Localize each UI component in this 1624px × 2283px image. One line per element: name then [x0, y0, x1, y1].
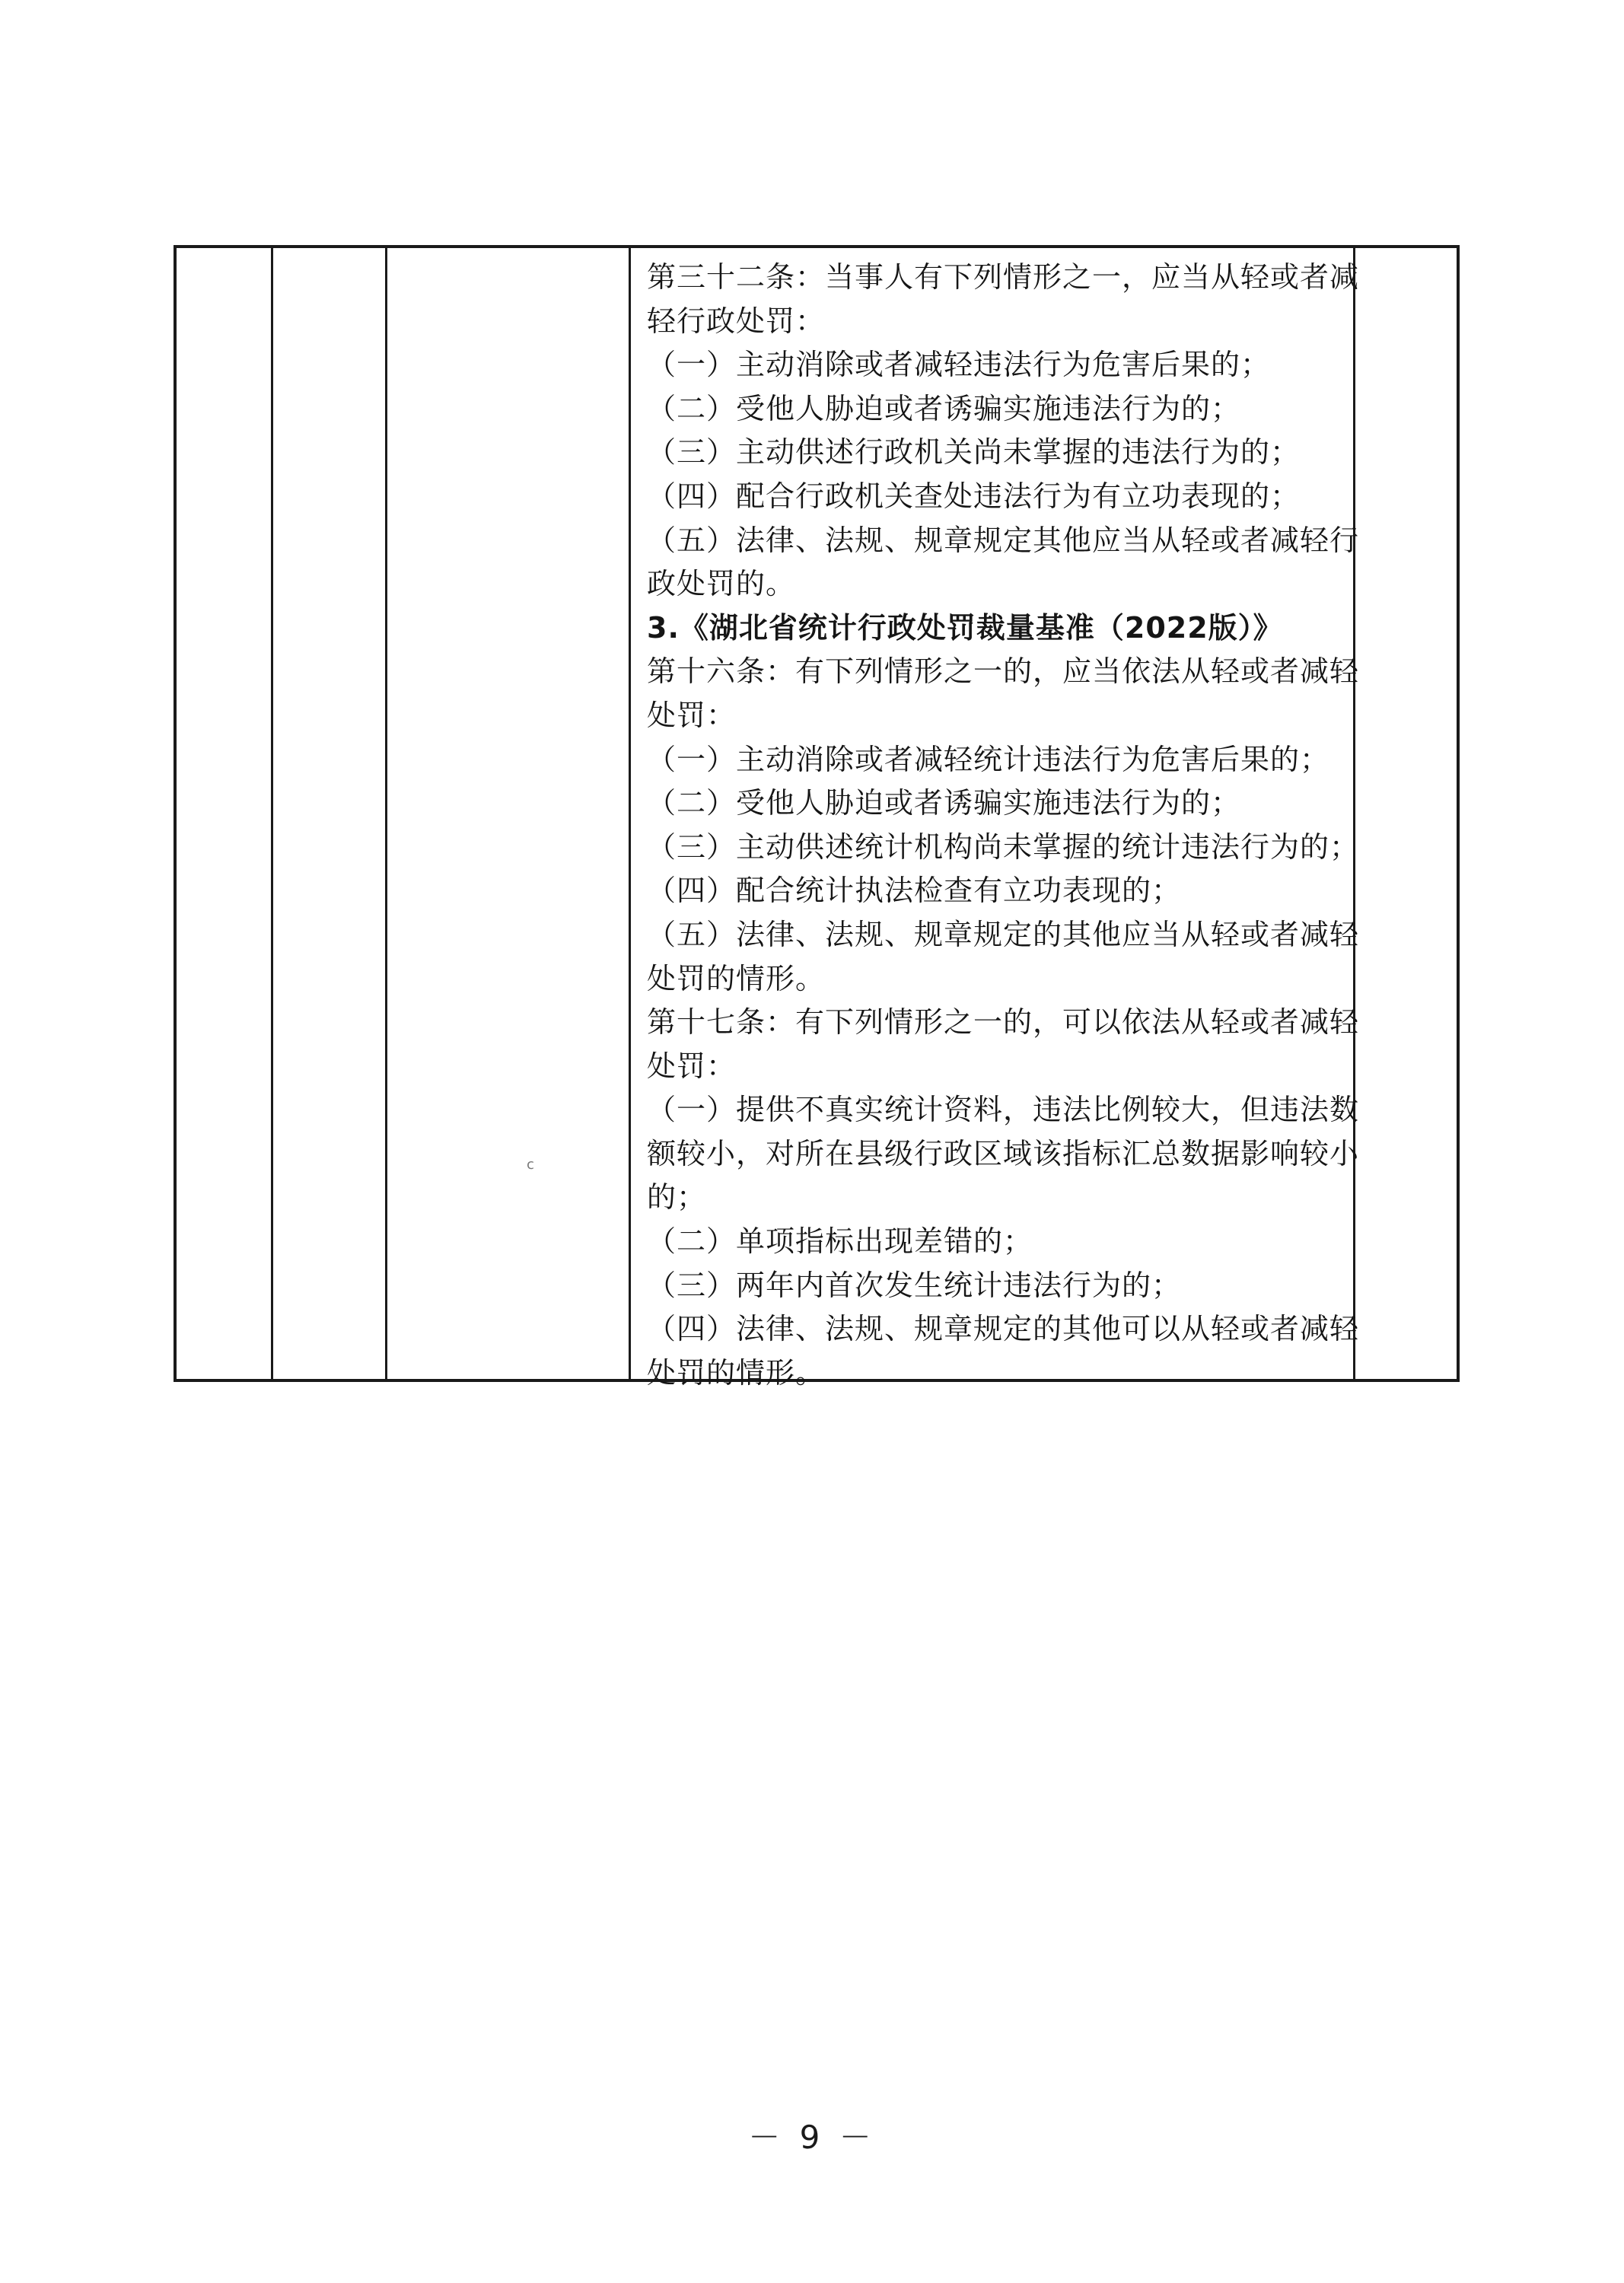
text-line: 第十七条：有下列情形之一的，可以依法从轻或者减轻 [647, 1005, 1360, 1040]
text-line: 处罚： [647, 1049, 737, 1083]
text-line: 处罚的情形。 [647, 961, 826, 995]
penalty-standards-table [174, 245, 1460, 1390]
text-line: （二）受他人胁迫或者诱骗实施违法行为的； [647, 786, 1241, 820]
text-line: 处罚： [647, 698, 737, 732]
text-line: （二）单项指标出现差错的； [647, 1224, 1033, 1259]
text-line: （一）主动消除或者减轻违法行为危害后果的； [647, 348, 1271, 382]
column-divider-3 [629, 248, 631, 1379]
text-line: （五）法律、法规、规章规定的其他应当从轻或者减轻 [647, 917, 1360, 951]
text-line: （二）受他人胁迫或者诱骗实施违法行为的； [647, 391, 1241, 425]
column-divider-2 [385, 248, 387, 1379]
text-line: （四）配合行政机关查处违法行为有立功表现的； [647, 479, 1301, 513]
text-line: （三）主动供述统计机构尚未掌握的统计违法行为的； [647, 829, 1360, 864]
text-line: 第十六条：有下列情形之一的，应当依法从轻或者减轻 [647, 654, 1360, 689]
text-line: （五）法律、法规、规章规定其他应当从轻或者减轻行 [647, 523, 1360, 557]
text-line: （四）法律、法规、规章规定的其他可以从轻或者减轻 [647, 1312, 1360, 1346]
text-line: （三）两年内首次发生统计违法行为的； [647, 1268, 1182, 1302]
text-line: 第三十二条：当事人有下列情形之一，应当从轻或者减 [647, 260, 1360, 294]
text-line: 政处罚的。 [647, 567, 796, 601]
text-line: （三）主动供述行政机关尚未掌握的违法行为的； [647, 435, 1301, 470]
text-line: （一）主动消除或者减轻统计违法行为危害后果的； [647, 742, 1330, 776]
text-line: 轻行政处罚： [647, 304, 826, 338]
stray-mark: c [527, 1157, 534, 1173]
text-line: 的； [647, 1180, 707, 1215]
page-number: － 9 － [748, 2119, 876, 2156]
regulation-heading: 3.《湖北省统计行政处罚裁量基准（2022版）》 [647, 610, 1283, 645]
text-line: 额较小，对所在县级行政区域该指标汇总数据影响较小 [647, 1136, 1360, 1170]
legal-basis-cell [647, 256, 1377, 1395]
text-line: （一）提供不真实统计资料，违法比例较大，但违法数 [647, 1093, 1360, 1127]
column-divider-1 [271, 248, 273, 1379]
text-line: （四）配合统计执法检查有立功表现的； [647, 874, 1182, 908]
text-line: 处罚的情形。 [647, 1355, 826, 1390]
